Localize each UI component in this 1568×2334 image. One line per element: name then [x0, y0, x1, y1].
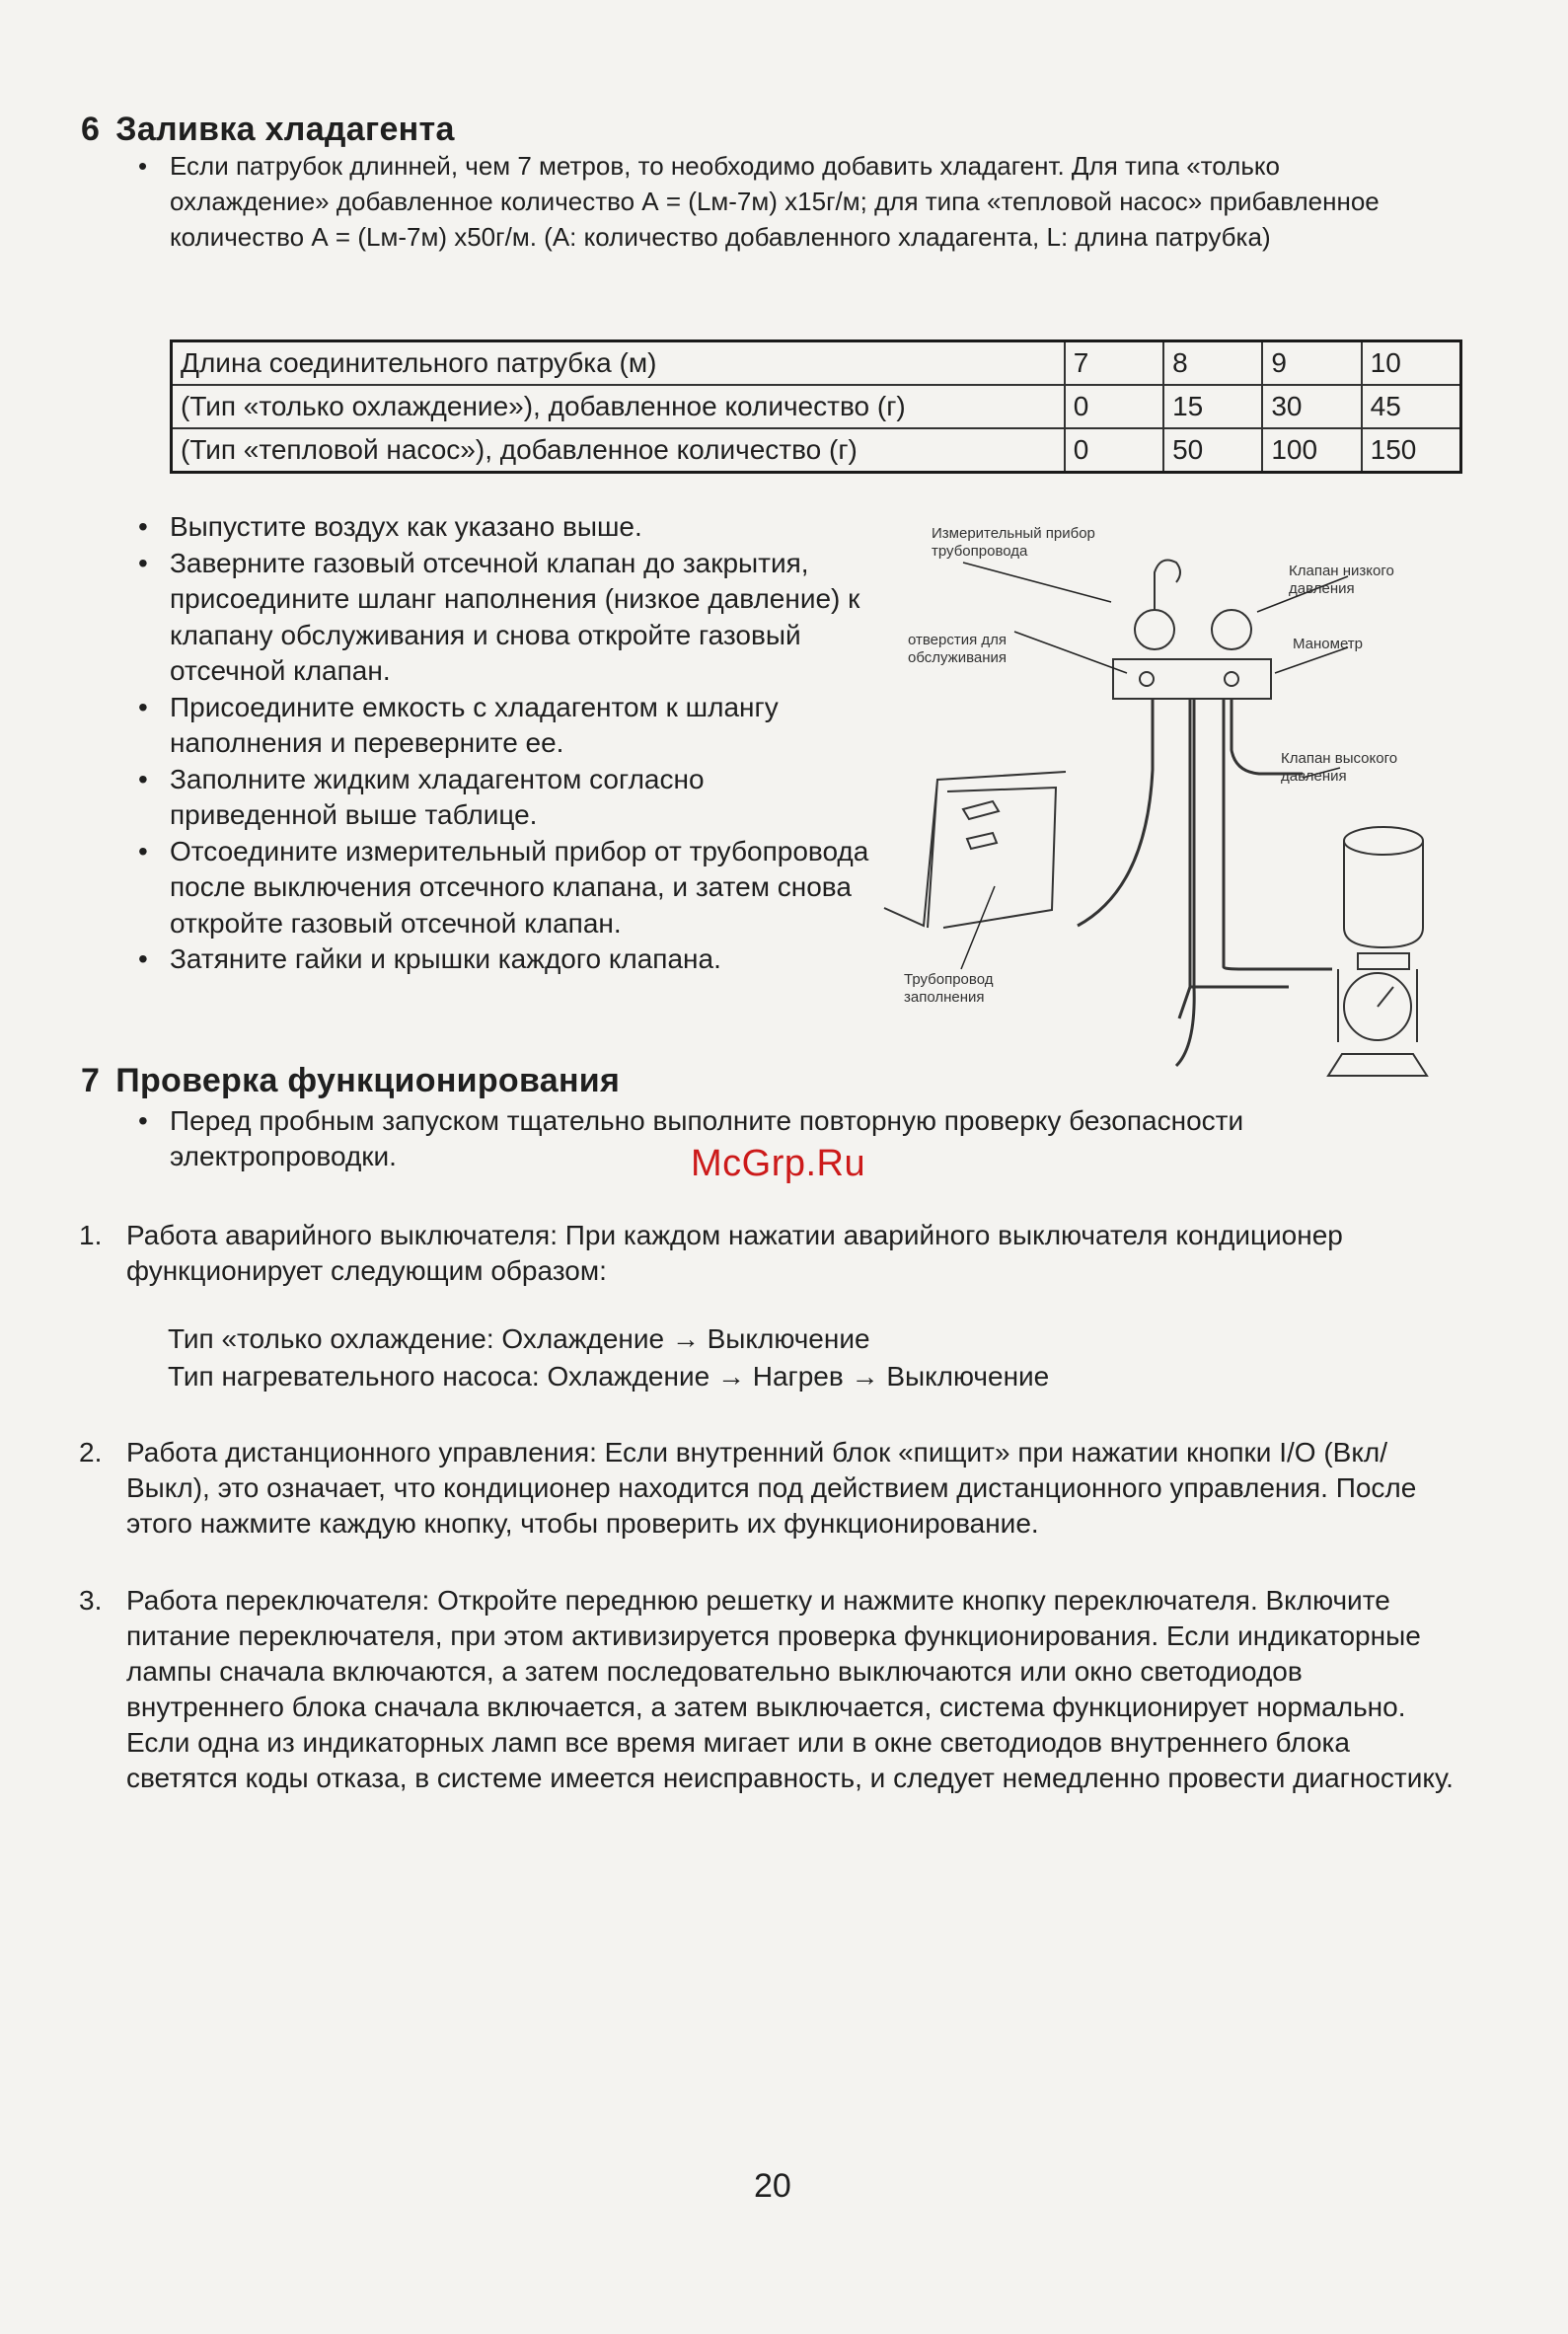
refrigerant-table: [170, 339, 1462, 474]
table-cell: 100: [1262, 428, 1361, 473]
item-text: Работа аварийного выключателя: При каждом нажатии аварийного выключателя кондиционер функционирует следующим образом:: [126, 1220, 1343, 1286]
item-number: 1.: [79, 1220, 103, 1250]
list-item: • Заверните газовый отсечной клапан до закрытия, присоедините шланг наполнения (низкое давление) к клапану обслуживания и снова откройте газовый отсечной клапан.: [122, 546, 872, 690]
numbered-item: [79, 1583, 1460, 1796]
table-cell: 50: [1163, 428, 1262, 473]
section-6-heading: [81, 111, 455, 149]
diagram-label: отверстия для обслуживания: [908, 632, 1008, 666]
table-cell: Длина соединительного патрубка (м): [172, 341, 1065, 386]
section-6-steps: [122, 509, 872, 978]
table-cell: 7: [1065, 341, 1163, 386]
section-7-heading: [81, 1062, 620, 1100]
numbered-item: [79, 1435, 1460, 1542]
item-number: 3.: [79, 1585, 103, 1616]
mode-line: Тип «только охлаждение: Охлаждение → Выключение: [168, 1323, 870, 1354]
list-item: • Затяните гайки и крышки каждого клапана.: [122, 941, 872, 978]
intro-paragraph: • Если патрубок длинней, чем 7 метров, то необходимо добавить хладагент. Для типа «только охлаждение» добавленное количество А = (Lм-7м) х15г/м; для типа «тепловой насос» прибавленное количество А = (Lм-7м) х50г/м. (А: количество добавленного хладагента, L: длина патрубка): [122, 148, 1445, 255]
table-cell: (Тип «только охлаждение»), добавленное количество (г): [172, 385, 1065, 428]
list-item: • Отсоедините измерительный прибор от трубопровода после выключения отсечного клапана, и затем снова откройте газовый отсечной клапан.: [122, 834, 872, 942]
list-item: • Перед пробным запуском тщательно выполните повторную проверку безопасности электропроводки.: [122, 1103, 1405, 1174]
numbered-item: [79, 1218, 1460, 1289]
table-row: [172, 341, 1461, 386]
table-cell: 0: [1065, 385, 1163, 428]
list-item: • Заполните жидким хладагентом согласно приведенной выше таблице.: [122, 762, 872, 834]
table-row: [172, 385, 1461, 428]
diagram-label: Клапан высокого давления: [1281, 750, 1398, 785]
mode-sequence: [168, 1320, 1049, 1395]
diagram-label: Измерительный прибор трубопровода: [932, 525, 1095, 560]
diagram-label: Манометр: [1293, 636, 1364, 652]
diagram-label: Трубопровод заполнения: [904, 971, 994, 1006]
table-cell: 10: [1362, 341, 1461, 386]
list-item: • Присоедините емкость с хладагентом к шлангу наполнения и переверните ее.: [122, 690, 872, 762]
item-text: Работа переключателя: Откройте переднюю решетку и нажмите кнопку переключателя. Включите питание переключателя, при этом активизируется проверка функционирования. Если индикаторные лампы сначала включаются, а затем последовательно выключаются или окно светодиодов внутреннего блока сначала включается, а затем выключается, система функционирует нормально. Если одна из индикаторных ламп все время мигает или в окне светодиодов внутреннего блока светятся коды отказа, в системе имеется неисправность, и следует немедленно провести диагностику.: [126, 1585, 1454, 1793]
table-row: [172, 428, 1461, 473]
section-7-title: Проверка функционирования: [115, 1062, 621, 1099]
item-text: Работа дистанционного управления: Если внутренний блок «пищит» при нажатии кнопки I/O (Вкл/Выкл), это означает, что кондиционер находится под действием дистанционного управления. После этого нажмите каждую кнопку, чтобы проверить их функционирование.: [126, 1437, 1417, 1539]
table-cell: 8: [1163, 341, 1262, 386]
page-number: 20: [754, 2167, 791, 2205]
mode-line: Тип нагревательного насоса: Охлаждение → Нагрев → Выключение: [168, 1361, 1050, 1392]
table-cell: (Тип «тепловой насос»), добавленное количество (г): [172, 428, 1065, 473]
section-7-number: 7: [81, 1062, 101, 1099]
table-cell: 0: [1065, 428, 1163, 473]
table-cell: 45: [1362, 385, 1461, 428]
item-number: 2.: [79, 1437, 103, 1468]
list-item: • Выпустите воздух как указано выше.: [122, 509, 872, 546]
watermark: McGrp.Ru: [691, 1143, 866, 1184]
gauge-manifold-diagram: [868, 513, 1480, 1086]
table-cell: 9: [1262, 341, 1361, 386]
section-6-number: 6: [81, 111, 101, 148]
table-cell: 15: [1163, 385, 1262, 428]
section-6-title: Заливка хладагента: [115, 111, 455, 148]
table-cell: 30: [1262, 385, 1361, 428]
section-6-intro: [122, 148, 1445, 255]
table-cell: 150: [1362, 428, 1461, 473]
diagram-label: Клапан низкого давления: [1289, 563, 1394, 597]
